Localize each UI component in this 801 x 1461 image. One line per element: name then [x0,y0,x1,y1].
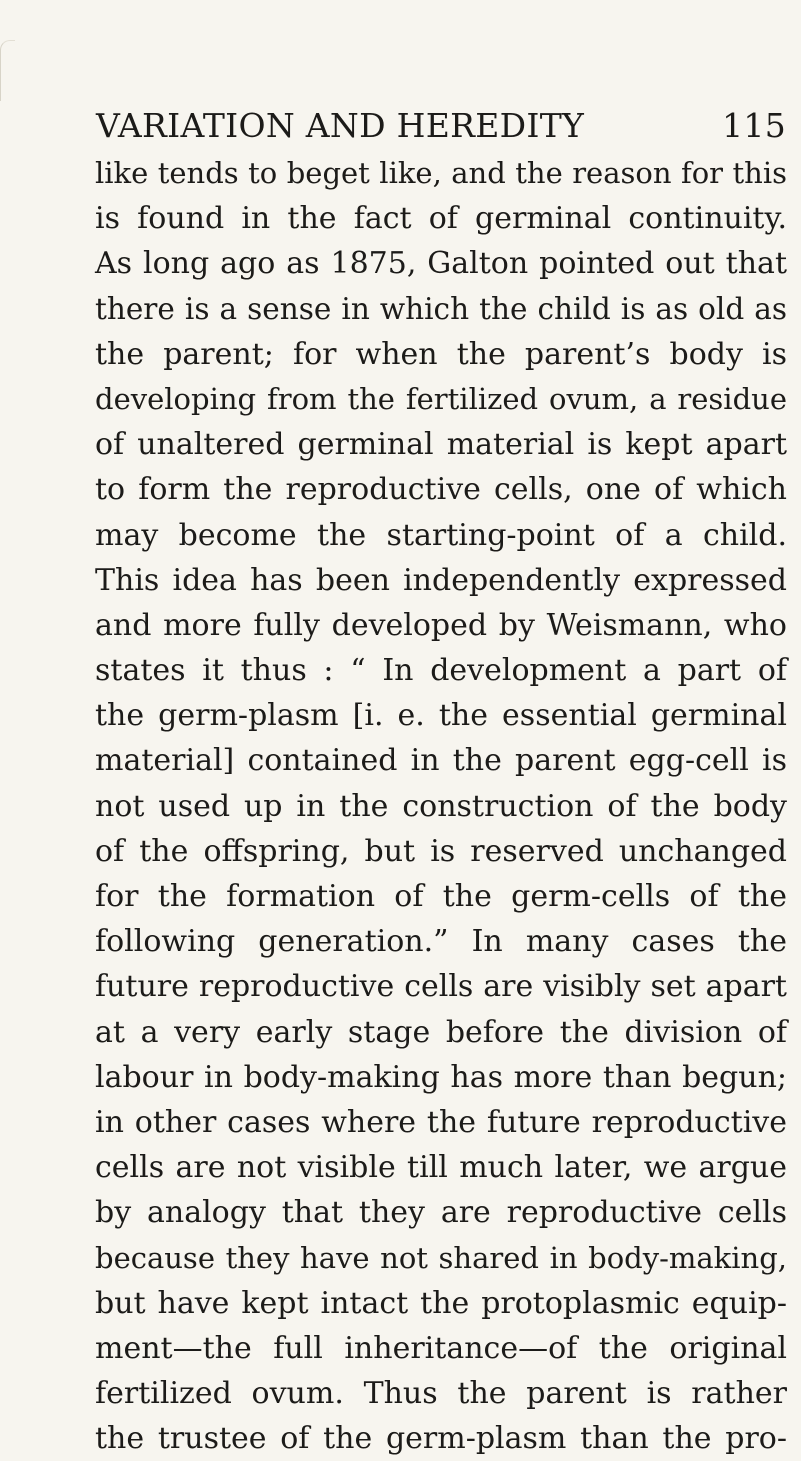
text-line: by analogy that they are reproductive cells [95,1195,787,1231]
text-line: but have kept intact the protoplasmic equip- [95,1285,787,1321]
text-line: developing from the fertilized ovum, a residue [95,381,787,416]
text-line: to form the reproductive cells, one of which [95,472,787,508]
text-line: following generation.” In many cases the [95,924,787,960]
text-line: not used up in the construction of the body [95,788,787,824]
text-line: like tends to beget like, and the reason for this [95,156,787,190]
text-line: is found in the fact of germinal continuity. [95,201,787,237]
text-line: the germ-plasm [i. e. the essential germinal [95,698,787,734]
text-line: for the formation of the germ-cells of the [95,879,787,914]
text-line: the trustee of the germ-plasm than the pro- [95,1421,787,1457]
text-line: because they have not shared in body-making, [95,1240,787,1275]
page-header [96,100,786,150]
text-line: may become the starting-point of a child. [95,517,787,553]
text-line: there is a sense in which the child is as old as [95,291,787,326]
text-line: material] contained in the parent egg-cell is [95,743,787,779]
text-line: cells are not visible till much later, we argue [95,1150,787,1186]
page-number: 115 [722,105,786,145]
text-line: states it thus : “ In development a part of [95,653,787,689]
page-edge-mark [0,40,15,101]
text-line: and more fully developed by Weismann, who [95,607,787,643]
running-title: VARIATION AND HEREDITY [96,105,585,145]
text-line: in other cases where the future reproductive [95,1104,787,1140]
text-line: labour in body-making has more than begun; [95,1059,787,1095]
text-line: at a very early stage before the division of [95,1014,787,1050]
text-line: This idea has been independently expressed [95,562,787,598]
text-line: ment—the full inheritance—of the original [95,1330,787,1366]
text-line: of the offspring, but is reserved unchanged [95,833,787,869]
text-line: future reproductive cells are visibly set apart [95,969,787,1005]
text-line: the parent; for when the parent’s body is [95,336,787,372]
text-line: As long ago as 1875, Galton pointed out that [95,246,787,282]
text-line: fertilized ovum. Thus the parent is rather [95,1376,787,1412]
body-text [95,151,787,1461]
text-line: of unaltered germinal material is kept apart [95,427,787,463]
